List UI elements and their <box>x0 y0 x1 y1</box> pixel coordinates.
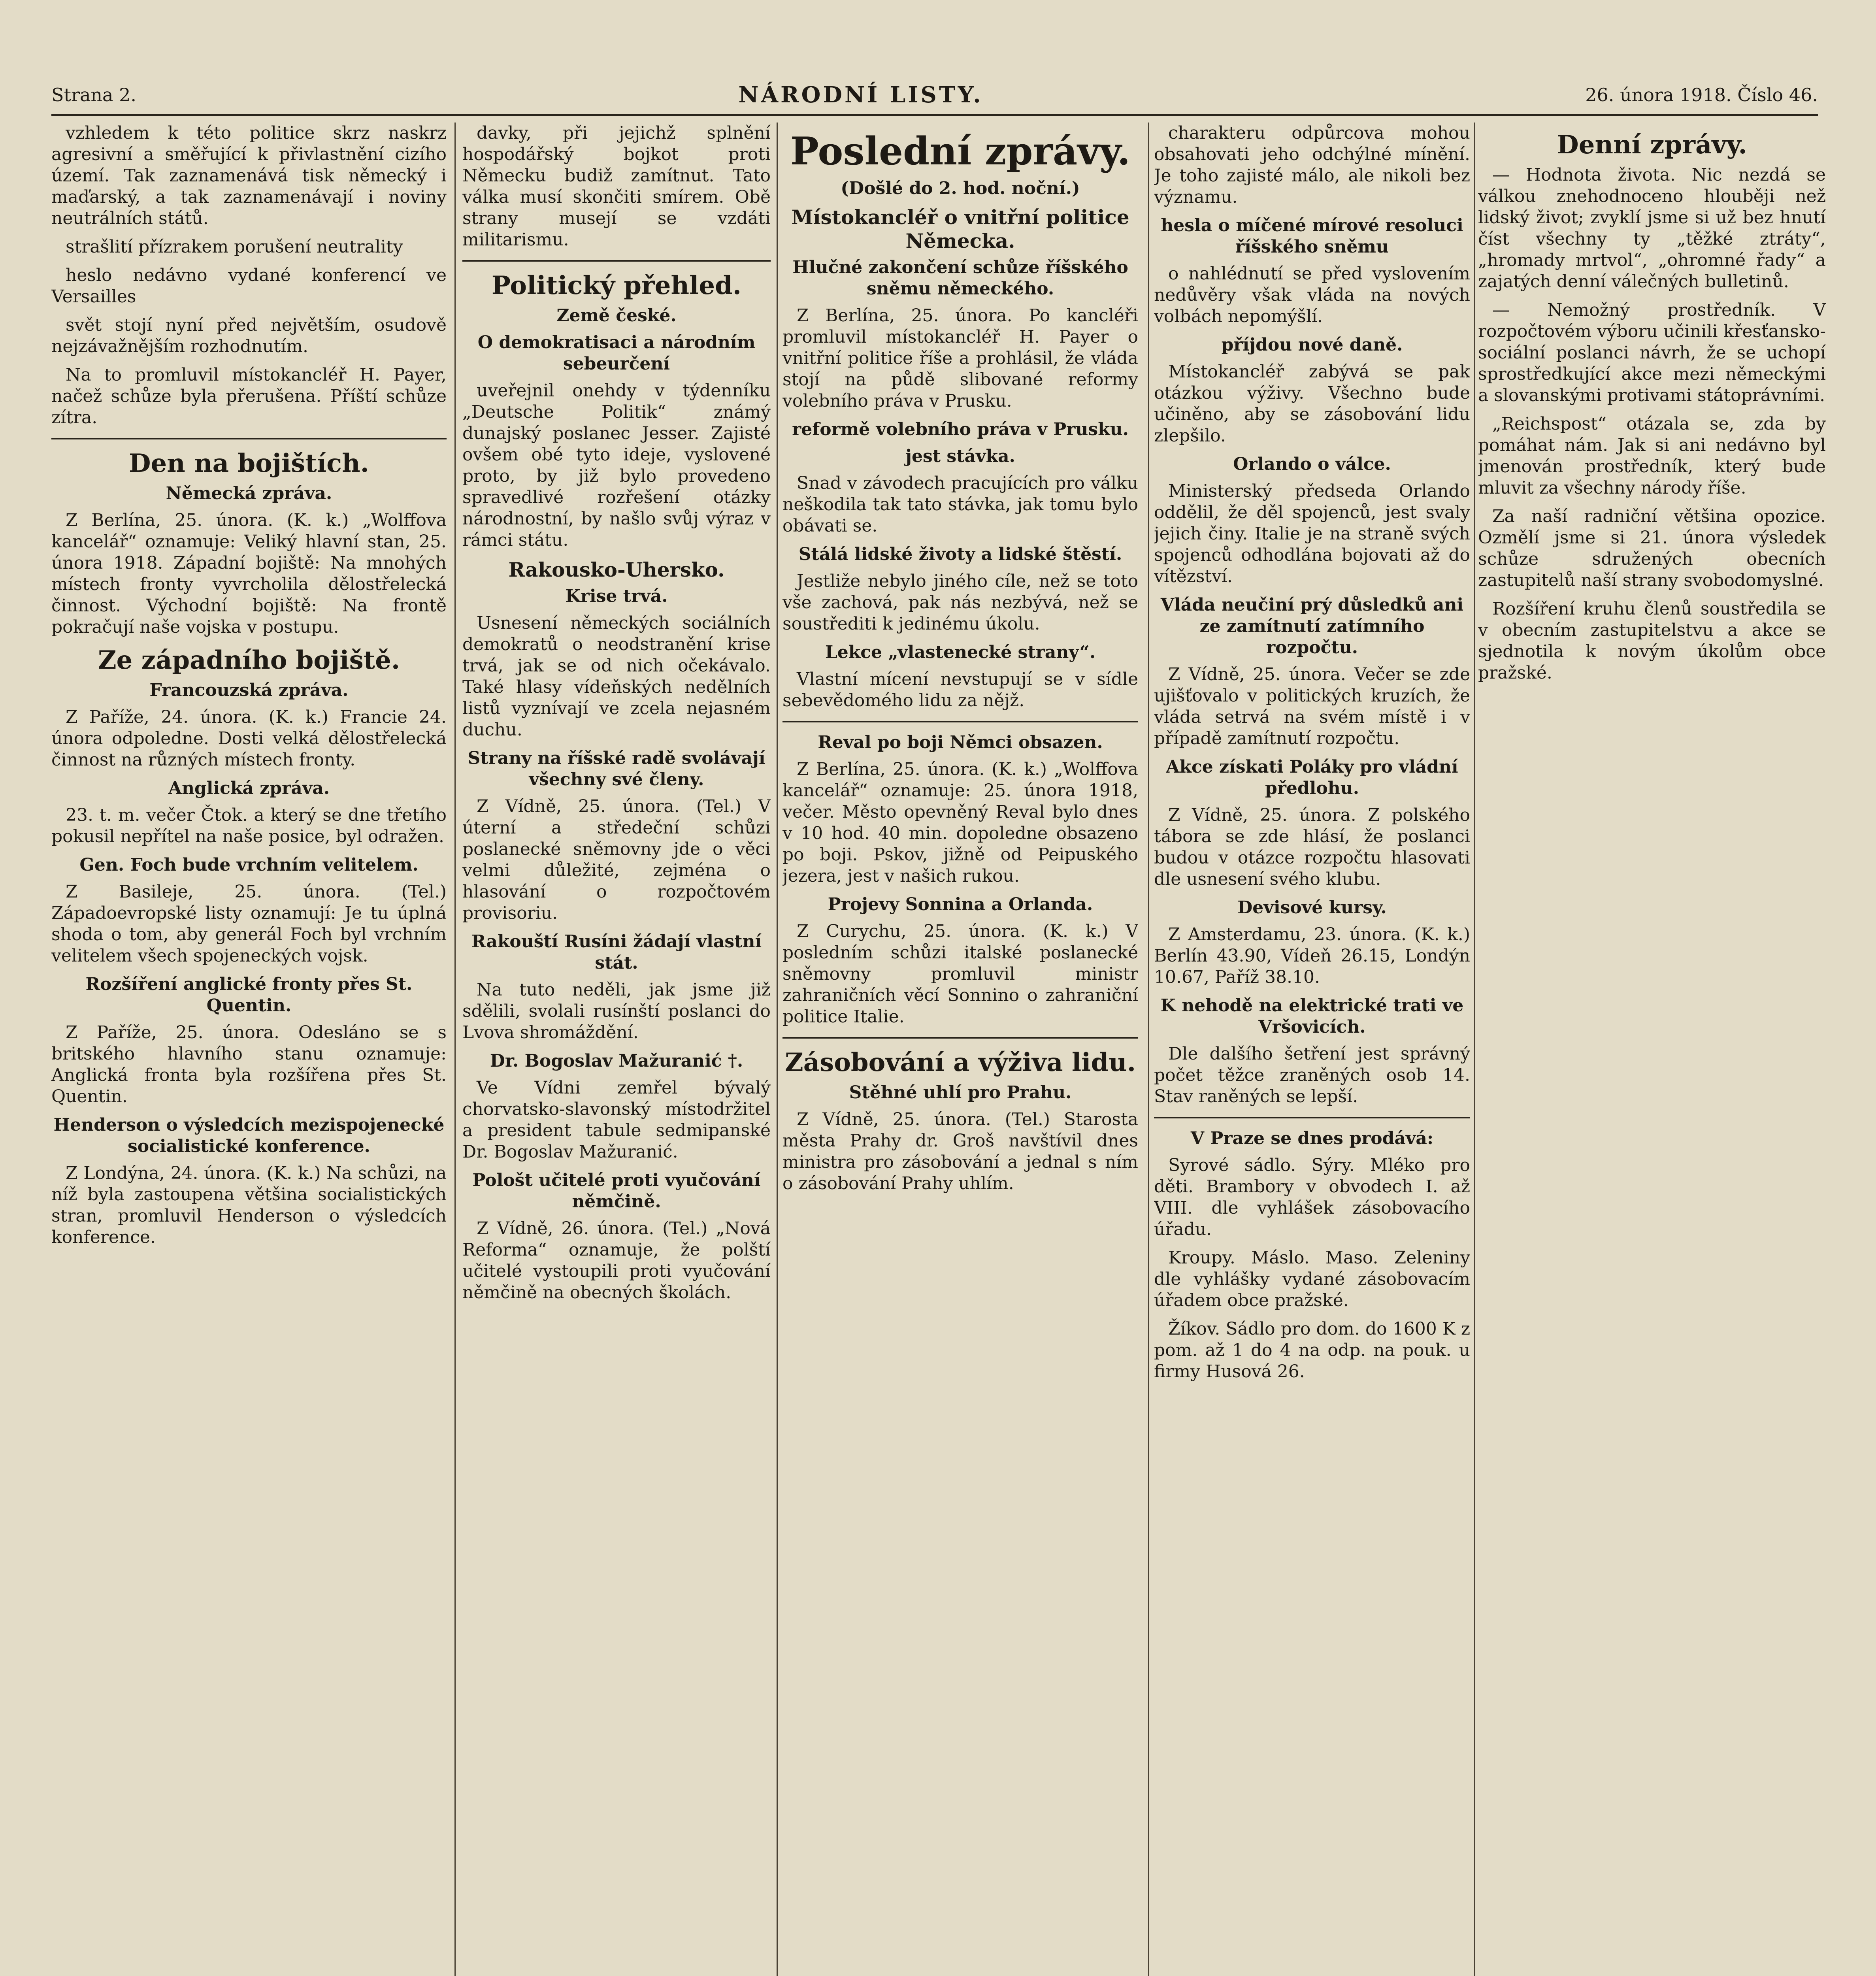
article-text: Z Vídně, 25. února. Z polského tábora se zde hlásí, že poslanci budou v otázce rozpočtu hlasovati dle usnesení svého klubu. <box>1154 805 1470 889</box>
article-subheading: Devisové kursy. <box>1237 897 1387 918</box>
column-3 <box>782 123 1138 1976</box>
article-subheading: Hlučné zakončení schůze říšského sněmu německého. <box>792 257 1128 299</box>
article-text: Jestliže nebylo jiného cíle, než se toto vše zachová, pak nás nezbývá, než se soustřediti k jedinému úkolu. <box>782 571 1138 634</box>
article-text: 23. t. m. večer Čtok. a který se dne třetího pokusil nepřítel na naše posice, byl odražen. <box>51 805 447 847</box>
article-text: Z Londýna, 24. února. (K. k.) Na schůzi, na níž byla zastoupena většina socialistických stran, promluvil Henderson o výsledcích konference. <box>51 1163 447 1247</box>
column-4 <box>1154 123 1470 1976</box>
article-subheading: O demokratisaci a národním sebeurčení <box>477 332 756 374</box>
article-subheading: Dr. Bogoslav Mažuranić †. <box>490 1051 743 1071</box>
issue-date: 26. února 1918. Číslo 46. <box>1585 84 1818 106</box>
article-text: uveřejnil onehdy v týdenníku „Deutsche Politik“ známý dunajský poslanec Jesser. Zajisté ovšem obé tyto ideje, vyslovené proto, by již bylo provedeno spravedlivé rozřešení otázky národnostní, by našlo svůj výraz v rámci státu. <box>462 381 771 550</box>
article-text: Z Vídně, 25. února. (Tel.) V úterní a středeční schůzi poslanecké sněmovny jde o věci velmi důležité, zejména o hlasování o rozpočtovém provisoriu. <box>462 796 771 923</box>
article-subheading: Reval po boji Němci obsazen. <box>818 732 1103 752</box>
article-subheading: Projevy Sonnina a Orlanda. <box>828 894 1093 914</box>
article-text: Z Berlína, 25. února. (K. k.) „Wolffova kancelář“ oznamuje: Veliký hlavní stan, 25. února 1918. Západní bojiště: Na mnohých místech fronty vyvrcholila dělostřelecká činnost. Východní bojiště: Na frontě pokračují naše vojska v postupu. <box>51 510 447 637</box>
article-text: heslo nedávno vydané konferencí ve Versailles <box>51 265 447 307</box>
article-text: Na tuto neděli, jak jsme již sdělili, svolali rusínští poslanci do Lvova shromáždění. <box>462 980 771 1043</box>
section-rule <box>462 260 771 262</box>
article-text: Ve Vídni zemřel bývalý chorvatsko-slavonský místodržitel a president tabule sedmipanské Dr. Bogoslav Mažuranić. <box>462 1078 771 1162</box>
article-subheading: (Došlé do 2. hod. noční.) <box>841 178 1080 198</box>
article-subheading: jest stávka. <box>905 446 1015 466</box>
section-heading: Rakousko-Uhersko. <box>508 558 725 581</box>
section-rule <box>782 721 1138 722</box>
article-text: Z Vídně, 25. února. (Tel.) Starosta města Prahy dr. Groš navštívil dnes ministra pro zásobování a jednal s ním o zásobování Prahy uhlím. <box>782 1109 1138 1194</box>
masthead: NÁRODNÍ LISTY. <box>738 82 983 108</box>
column-5 <box>1478 123 1826 1976</box>
article-subheading: Stálá lidské životy a lidské štěstí. <box>798 544 1122 564</box>
article-text: Z Paříže, 25. února. Odesláno se s britského hlavního stanu oznamuje: Anglická fronta byla rozšířena přes St. Quentin. <box>51 1022 447 1107</box>
article-headline: Místokancléř o vnitřní politice Německa. <box>791 206 1129 253</box>
section-heading: Den na bojištích. <box>129 449 369 478</box>
column-divider <box>1148 123 1149 1976</box>
column-1 <box>51 123 447 1976</box>
article-text: Z Amsterdamu, 23. února. (K. k.) Berlín 43.90, Vídeň 26.15, Londýn 10.67, Paříž 38.10. <box>1154 924 1470 987</box>
article-text: Žíkov. Sádlo pro dom. do 1600 K z pom. až 1 do 4 na odp. na pouk. u firmy Husová 26. <box>1154 1319 1470 1382</box>
article-text: charakteru odpůrcova mohou obsahovati jeho odchýlné mínění. Je toho zajisté málo, ale nikoli bez významu. <box>1154 123 1470 207</box>
header-rule <box>51 114 1818 116</box>
article-subheading: Rozšíření anglické fronty přes St. Quentin. <box>85 974 413 1016</box>
article-text: Syrové sádlo. Sýry. Mléko pro děti. Brambory v obvodech I. až VIII. dle vyhlášek zásobovacího úřadu. <box>1154 1155 1470 1239</box>
section-heading: Politický přehled. <box>491 271 742 300</box>
article-text: Rozšíření kruhu členů soustředila se v obecním zastupitelstvu a akce se sjednotila k novým úkolům obce pražské. <box>1478 599 1826 683</box>
article-text: Kroupy. Máslo. Maso. Zeleniny dle vyhlášky vydané zásobovacím úřadem obce pražské. <box>1154 1248 1470 1310</box>
article-subheading: Francouzská zpráva. <box>149 680 349 700</box>
section-rule <box>782 1037 1138 1039</box>
article-text: Na to promluvil místokancléř H. Payer, načež schůze byla přerušena. Příští schůze zítra. <box>51 365 447 428</box>
article-subheading: Lekce „vlastenecké strany“. <box>825 642 1096 662</box>
article-text: Ministerský předseda Orlando oddělil, že děl spojenců, jest svaly jejich činy. Italie je na straně svých spojenců odhodlána bojovati až do vítězství. <box>1154 481 1470 586</box>
section-heading: Poslední zprávy. <box>790 129 1131 173</box>
article-text: Z Basileje, 25. února. (Tel.) Západoevropské listy oznamují: Je tu úplná shoda o tom, aby generál Foch byl vrchním velitelem všech spojeneckých vojsk. <box>51 882 447 966</box>
column-divider <box>454 123 456 1976</box>
article-text: — Hodnota života. Nic nezdá se válkou znehodnoceno hlouběji než lidský život; zvyklí jsme si už bez hnutí číst všechny ty „těžké ztráty“, „hromady mrtvol“, „ohromné řady“ a zajatých denní válečných bulletinů. <box>1478 165 1826 292</box>
article-text: Dle dalšího šetření jest správný počet těžce zraněných osob 14. Stav raněných se lepší. <box>1154 1044 1470 1107</box>
section-heading: Ze západního bojiště. <box>98 645 400 675</box>
article-subheading: Akce získati Poláky pro vládní předlohu. <box>1166 757 1458 798</box>
article-subheading: Strany na říšské radě svolávají všechny své členy. <box>468 748 765 790</box>
article-text: Vlastní mícení nevstupují se v sídle sebevědomého lidu za nějž. <box>782 669 1138 711</box>
article-subheading: Krise trvá. <box>565 586 668 606</box>
article-text: strašlití přízrakem porušení neutrality <box>66 237 403 257</box>
article-text: Snad v závodech pracujících pro válku neškodila tak tato stávka, jak tomu bylo obávati se. <box>782 473 1138 536</box>
article-subheading: Rakouští Rusíni žádají vlastní stát. <box>471 931 762 973</box>
article-subheading: Orlando o válce. <box>1233 454 1391 474</box>
article-subheading: Vláda neučiní prý důsledků ani ze zamítnutí zatímního rozpočtu. <box>1160 595 1464 658</box>
article-text: Z Vídně, 25. února. Večer se zde ujišťovalo v politických kruzích, že vláda setrvá na svém místě i v případě zamítnutí rozpočtu. <box>1154 664 1470 749</box>
article-text: — Nemožný prostředník. V rozpočtovém výboru učinili křesťansko-sociální poslanci návrh, že se uchopí sprostředkující akce mezi německými a slovanskými protivami státoprávními. <box>1478 300 1826 405</box>
column-2 <box>462 123 771 1976</box>
article-subheading: příjdou nové daně. <box>1221 335 1403 355</box>
article-subheading: V Praze se dnes prodává: <box>1190 1128 1434 1148</box>
article-text: o nahlédnutí se před vyslovením nedůvěry však vláda na nových volbách nepomýšlí. <box>1154 264 1470 326</box>
article-subheading: Anglická zpráva. <box>168 778 330 798</box>
article-text: Z Paříže, 24. února. (K. k.) Francie 24. února odpoledne. Dosti velká dělostřelecká činnost na různých místech fronty. <box>51 707 447 770</box>
article-subheading: Stěhné uhlí pro Prahu. <box>849 1082 1072 1103</box>
article-subheading: hesla o míčené mírové resoluci říšského sněmu <box>1161 215 1463 257</box>
article-subheading: Německá zpráva. <box>166 483 332 503</box>
article-subheading: Henderson o výsledcích mezispojenecké socialistické konference. <box>53 1115 445 1156</box>
article-text: davky, při jejichž splnění hospodářský bojkot proti Německu budiž zamítnut. Tato válka musí skončiti smírem. Obě strany musejí se vzdáti militarismu. <box>462 123 771 250</box>
page-number: Strana 2. <box>51 84 136 106</box>
article-subheading: Pološt učitelé proti vyučování němčině. <box>472 1170 761 1212</box>
article-text: „Reichspost“ otázala se, zda by pomáhat nám. Jak si ani nedávno byl jmenován prostředník, který bude mluvit za všechny národy říše. <box>1478 414 1826 498</box>
column-divider <box>777 123 778 1976</box>
article-text: Usnesení německých sociálních demokratů o neodstranění krise trvá, jak se od nich očekávalo. Také hlasy vídeňských nedělních listů vyznívají ve zcela nejasném duchu. <box>462 613 771 740</box>
article-text: Z Curychu, 25. února. (K. k.) V posledním schůzi italské poslanecké sněmovny promluvil ministr zahraničních věcí Sonnino o zahraniční politice Italie. <box>782 921 1138 1027</box>
article-subheading: Gen. Foch bude vrchním velitelem. <box>79 855 419 875</box>
article-text: Z Vídně, 26. února. (Tel.) „Nová Reforma“ oznamuje, že polští učitelé vystoupili proti vyučování němčině na obecných školách. <box>462 1218 771 1303</box>
article-text: svět stojí nyní před největším, osudově nejzávažnějším rozhodnutím. <box>51 315 447 356</box>
section-rule <box>51 438 447 439</box>
article-subheading: Země české. <box>556 305 677 326</box>
article-text: Místokancléř zabývá se pak otázkou výživy. Všechno bude učiněno, aby se zásobování lidu zlepšilo. <box>1154 362 1470 446</box>
section-rule <box>1154 1117 1470 1118</box>
section-heading: Zásobování a výživa lidu. <box>784 1048 1136 1077</box>
page-header <box>51 75 1818 115</box>
article-text: Z Berlína, 25. února. (K. k.) „Wolffova kancelář“ oznamuje: 25. února 1918, večer. Město opevněný Reval bylo dnes v 10 hod. 40 min. dopoledne obsazeno po boji. Pskov, jižně od Peipuského jezera, jest v našich rukou. <box>782 759 1138 886</box>
article-text: Z Berlína, 25. února. Po kancléři promluvil místokancléř H. Payer o vnitřní politice říše a prohlásil, že vláda stojí na půdě slibované reformy volebního práva v Prusku. <box>782 305 1138 411</box>
column-divider <box>1474 123 1475 1976</box>
article-text: Za naší radniční většina opozice. Ozmělí jsme si 21. února výsledek schůze sdružených obecních zastupitelů naší strany svobodomyslné. <box>1478 506 1826 590</box>
article-text: vzhledem k této politice skrz naskrz agresivní a směřující k přivlastnění cizího území. Tak zaznamenává tisk německý i maďarský, a tak zaznamenávají i noviny neutrálních států. <box>51 123 447 228</box>
article-subheading: reformě volebního práva v Prusku. <box>792 419 1129 439</box>
section-heading: Denní zprávy. <box>1557 130 1747 160</box>
article-subheading: K nehodě na elektrické trati ve Vršovicích. <box>1160 996 1464 1037</box>
